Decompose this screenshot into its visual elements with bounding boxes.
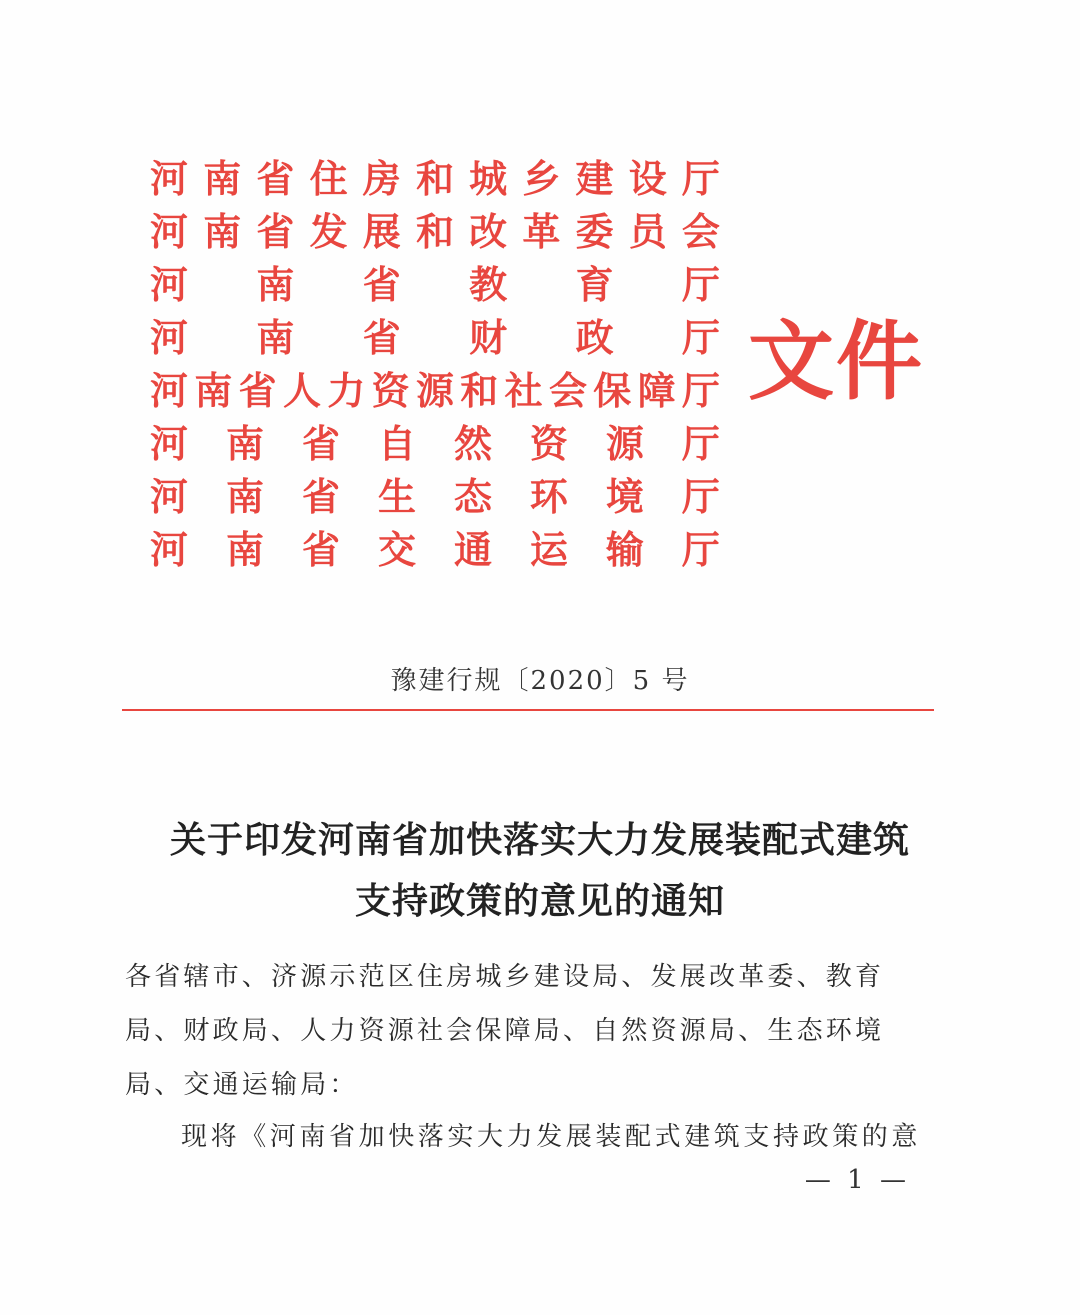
issuer-char: 房 (362, 156, 401, 201)
issuer-char: 设 (628, 156, 667, 201)
issuer-char: 源 (415, 368, 454, 413)
issuer-char: 住 (309, 156, 348, 201)
issuer-line (150, 205, 720, 258)
issuer-char: 省 (301, 527, 340, 572)
issuer-char: 改 (469, 209, 508, 254)
page-number: — 1 — (804, 1165, 910, 1195)
issuer-char: 厅 (681, 315, 720, 360)
issuer-char: 厅 (681, 368, 720, 413)
document-title-line-2: 支持政策的意见的通知 (354, 880, 725, 922)
issuer-char: 然 (453, 421, 492, 466)
issuer-char: 河 (150, 262, 189, 307)
issuer-line (150, 470, 720, 523)
issuer-char: 环 (529, 474, 568, 519)
issuer-char: 态 (453, 474, 492, 519)
issuer-char: 南 (225, 527, 264, 572)
issuer-char: 人 (282, 368, 321, 413)
document-header-suffix: 文件 (748, 311, 924, 412)
issuer-char: 南 (256, 262, 295, 307)
issuer-char: 南 (203, 209, 242, 254)
document-number: 豫建行规〔2020〕5 号 (390, 666, 690, 696)
issuer-char: 河 (150, 368, 189, 413)
issuer-char: 省 (256, 156, 295, 201)
issuer-line (150, 311, 720, 364)
issuer-char: 力 (327, 368, 366, 413)
issuer-char: 育 (575, 262, 614, 307)
issuer-char: 会 (548, 368, 587, 413)
issuer-char: 境 (605, 474, 644, 519)
issuer-char: 和 (415, 156, 454, 201)
issuer-char: 河 (150, 156, 189, 201)
issuer-char: 省 (362, 315, 401, 360)
issuer-char: 通 (453, 527, 492, 572)
issuer-char: 厅 (681, 421, 720, 466)
issuer-char: 和 (415, 209, 454, 254)
red-divider-line (122, 709, 934, 711)
issuer-char: 厅 (681, 474, 720, 519)
body-paragraph: 现将《河南省加快落实大力发展装配式建筑支持政策的意 (181, 1122, 922, 1152)
issuer-char: 南 (225, 421, 264, 466)
issuer-char: 自 (377, 421, 416, 466)
issuer-char: 生 (377, 474, 416, 519)
document-title-line-1: 关于印发河南省加快落实大力发展装配式建筑 (169, 819, 910, 861)
issuer-char: 河 (150, 474, 189, 519)
issuer-char: 建 (575, 156, 614, 201)
issuer-char: 省 (301, 421, 340, 466)
issuer-char: 革 (522, 209, 561, 254)
issuer-char: 厅 (681, 156, 720, 201)
issuer-char: 南 (225, 474, 264, 519)
salutation-recipients: 各省辖市、济源示范区住房城乡建设局、发展改革委、教育局、财政局、人力资源社会保障局、自然资源局、生态环境局、交通运输局： (125, 962, 885, 1100)
issuer-char: 南 (203, 156, 242, 201)
issuer-char: 会 (681, 209, 720, 254)
issuer-char: 员 (628, 209, 667, 254)
issuer-line (150, 523, 720, 576)
issuer-char: 保 (593, 368, 632, 413)
issuing-authorities (150, 152, 720, 576)
issuer-char: 乡 (522, 156, 561, 201)
issuer-char: 交 (377, 527, 416, 572)
issuer-char: 障 (637, 368, 676, 413)
issuer-char: 教 (469, 262, 508, 307)
issuer-char: 河 (150, 527, 189, 572)
issuer-char: 河 (150, 209, 189, 254)
issuer-line (150, 417, 720, 470)
issuer-char: 财 (469, 315, 508, 360)
issuer-char: 委 (575, 209, 614, 254)
issuer-char: 城 (469, 156, 508, 201)
issuer-char: 省 (362, 262, 401, 307)
issuer-char: 厅 (681, 262, 720, 307)
issuer-char: 政 (575, 315, 614, 360)
issuer-char: 运 (529, 527, 568, 572)
issuer-char: 省 (238, 368, 277, 413)
issuer-char: 源 (605, 421, 644, 466)
issuer-char: 输 (605, 527, 644, 572)
issuer-char: 省 (256, 209, 295, 254)
issuer-char: 省 (301, 474, 340, 519)
issuer-char: 资 (529, 421, 568, 466)
issuer-char: 资 (371, 368, 410, 413)
issuer-char: 发 (309, 209, 348, 254)
issuer-char: 河 (150, 315, 189, 360)
issuer-line (150, 152, 720, 205)
issuer-char: 南 (194, 368, 233, 413)
issuer-char: 厅 (681, 527, 720, 572)
issuer-line (150, 258, 720, 311)
issuer-char: 河 (150, 421, 189, 466)
issuer-char: 社 (504, 368, 543, 413)
issuer-line (150, 364, 720, 417)
issuer-char: 和 (460, 368, 499, 413)
issuer-char: 南 (256, 315, 295, 360)
issuer-char: 展 (362, 209, 401, 254)
